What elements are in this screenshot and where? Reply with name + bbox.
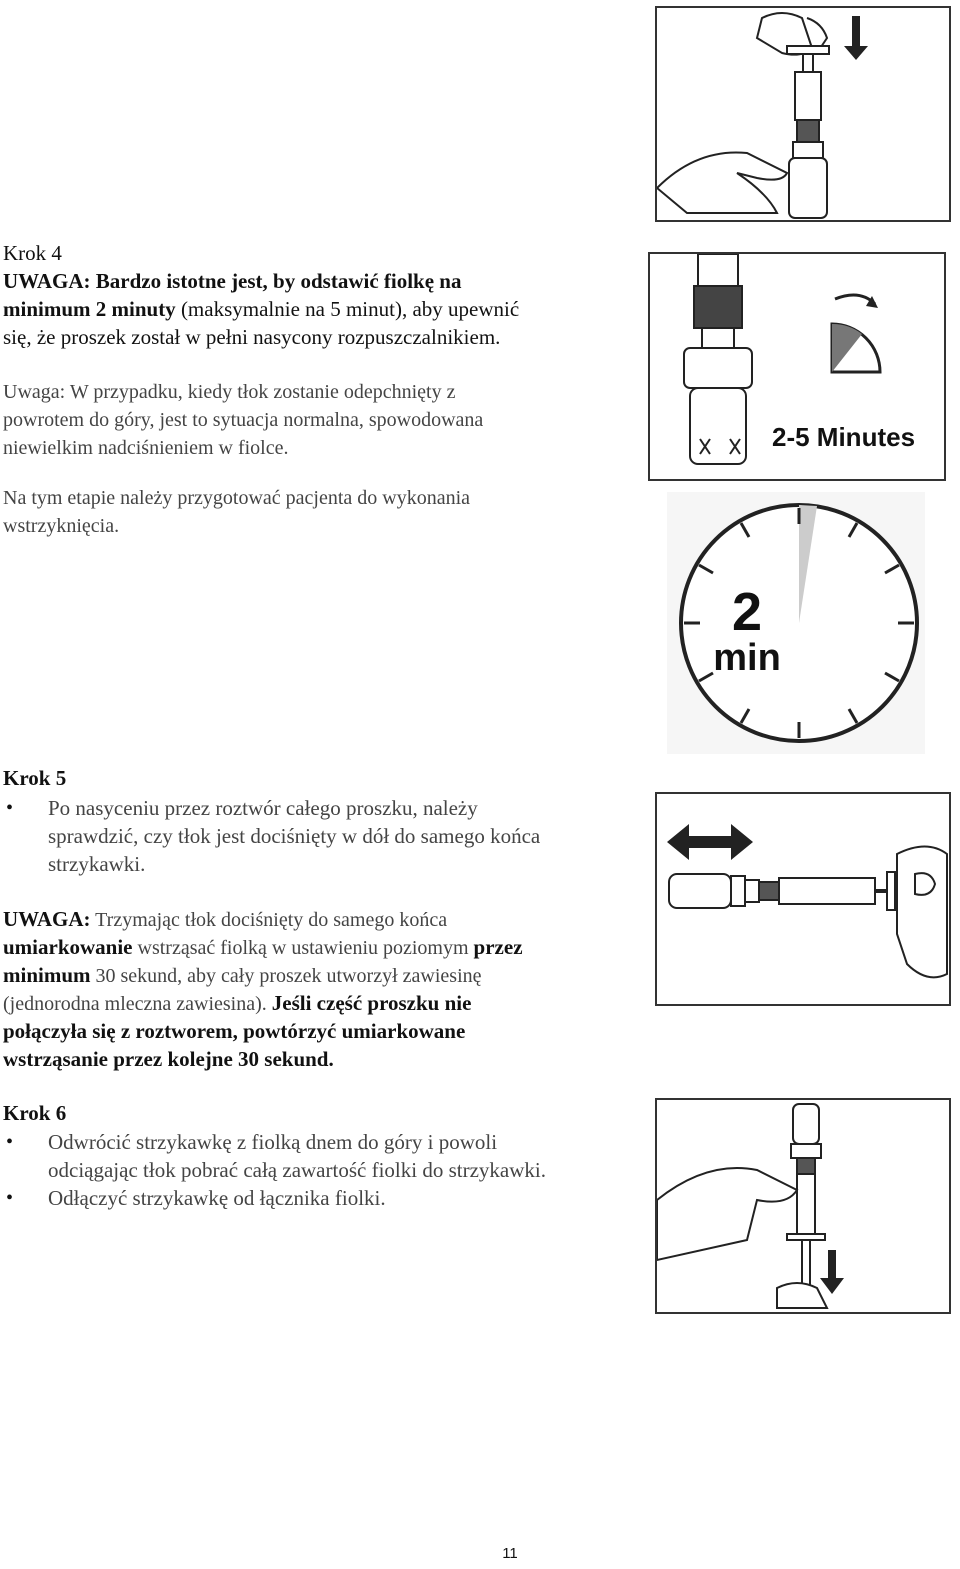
step5-warn-line-1	[3, 905, 447, 934]
step4-prep-line-1: Na tym etapie należy przygotować pacjenta do wykonania	[3, 487, 471, 509]
step6-heading: Krok 6	[3, 1101, 67, 1125]
step5-warn-2-bold-b: przez	[473, 935, 523, 959]
step6-b2-line-1: Odłączyć strzykawkę od łącznika fiolki.	[48, 1186, 386, 1210]
step4-info-line-1: Uwaga: W przypadku, kiedy tłok zostanie odepchnięty z	[3, 381, 456, 403]
step5-heading: Krok 5	[3, 766, 67, 790]
shake-illustration	[657, 794, 949, 1004]
step6-b1-line-2: odciągając tłok pobrać całą zawartość fiolki do strzykawki.	[48, 1158, 546, 1182]
step6-bullet-1: •	[6, 1131, 14, 1153]
figure-vial-stand	[648, 252, 946, 481]
step5-warn-1-rest: Trzymając tłok dociśnięty do samego końca	[90, 909, 448, 931]
step5-warn-2-bold-a: umiarkowanie	[3, 935, 133, 959]
step5-warn-4-bold: Jeśli część proszku nie	[271, 991, 472, 1015]
step5-warn-line-3	[3, 961, 482, 990]
step5-bullet: •	[6, 797, 14, 819]
step5-warn-4-plain: (jednorodna mleczna zawiesina).	[3, 993, 272, 1015]
step4-note-line-1: UWAGA: Bardzo istotne jest, by odstawić fiolkę na	[3, 269, 462, 293]
step5-warn-label: UWAGA:	[3, 907, 91, 931]
step4-note-emphasis: minimum 2 minuty	[3, 297, 176, 321]
figure-timer	[667, 492, 925, 754]
step5-bullet-line-1: Po nasyceniu przez roztwór całego proszku, należy	[48, 796, 478, 820]
step5-warn-3-bold: minimum	[3, 963, 91, 987]
step5-warn-line-4	[3, 989, 471, 1018]
figure-withdraw	[655, 1098, 951, 1314]
page-number: 11	[502, 1545, 518, 1562]
withdraw-illustration	[657, 1100, 949, 1312]
step6-b1-line-1: Odwrócić strzykawkę z fiolką dnem do góry i powoli	[48, 1130, 498, 1154]
step4-prep-line-2: wstrzyknięcia.	[3, 515, 120, 537]
step6-bullet-2: •	[6, 1187, 14, 1209]
timer-unit: min	[713, 637, 781, 679]
step4-note-rest: (maksymalnie na 5 minut), aby upewnić	[175, 297, 520, 321]
step5-warn-2-mid: wstrząsać fiolką w ustawieniu poziomym	[132, 937, 474, 959]
figure-syringe-push	[655, 6, 951, 222]
minutes-label: 2-5 Minutes	[772, 422, 916, 452]
timer-number: 2	[731, 582, 763, 642]
vial-stand-illustration	[650, 254, 944, 479]
step5-warn-line-2	[3, 933, 523, 962]
step4-note-line-2	[3, 295, 519, 323]
step5-bullet-line-3: strzykawki.	[48, 852, 146, 876]
timer-illustration	[667, 492, 925, 754]
step5-warn-line-5: połączyła się z roztworem, powtórzyć umiarkowane	[3, 1019, 466, 1043]
step4-heading: Krok 4	[3, 241, 62, 265]
figure-shake-horizontal	[655, 792, 951, 1006]
step5-warn-3-rest: 30 sekund, aby cały proszek utworzył zawiesinę	[90, 965, 482, 987]
step4-note-line-3: się, że proszek został w pełni nasycony rozpuszczalnikiem.	[3, 325, 501, 349]
step5-warn-line-6: wstrząsanie przez kolejne 30 sekund.	[3, 1047, 334, 1071]
syringe-push-illustration	[657, 8, 949, 220]
step5-bullet-line-2: sprawdzić, czy tłok jest dociśnięty w dół do samego końca	[48, 824, 541, 848]
step4-info-line-2: powrotem do góry, jest to sytuacja normalna, spowodowana	[3, 409, 484, 431]
step4-info-line-3: niewielkim nadciśnieniem w fiolce.	[3, 437, 289, 459]
